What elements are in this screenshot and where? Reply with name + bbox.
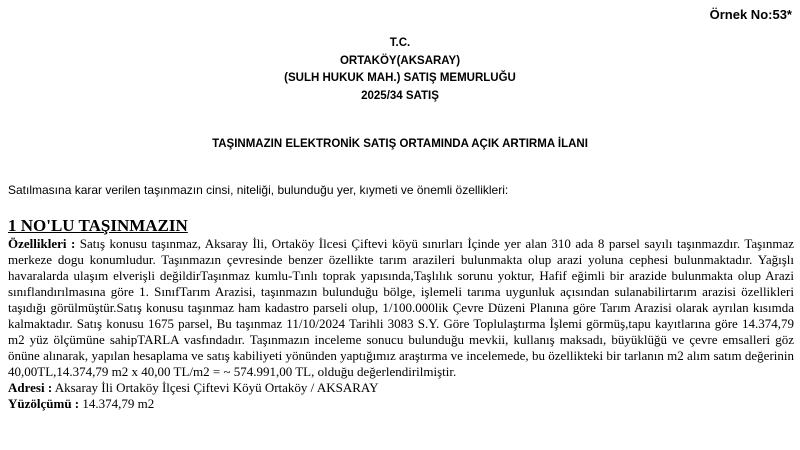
header-office: (SULH HUKUK MAH.) SATIŞ MEMURLUĞU bbox=[284, 72, 516, 84]
header-country: T.C. bbox=[389, 37, 411, 49]
sample-number: Örnek No:53* bbox=[709, 7, 792, 22]
features-label: Özellikleri : bbox=[8, 236, 76, 251]
address-text: Aksaray İli Ortaköy İlçesi Çiftevi Köyü Ortaköy / AKSARAY bbox=[52, 380, 379, 395]
area-text: 14.374,79 m2 bbox=[79, 396, 155, 411]
announcement-title: TAŞINMAZIN ELEKTRONİK SATIŞ ORTAMINDA AÇIK ARTIRMA İLANI bbox=[212, 138, 588, 150]
intro-text: Satılmasına karar verilen taşınmazın cinsi, niteliği, bulunduğu yer, kıymeti ve önemli özellikleri: bbox=[8, 183, 509, 197]
property-features bbox=[8, 236, 794, 380]
property-address bbox=[8, 380, 794, 396]
features-text: Satış konusu taşınmaz, Aksaray İli, Ortaköy İlcesi Çiftevi köyü sınırları İçinde yer alan 310 ada 8 parsel sayılı taşınmazdır. Taşınmaz merkeze dogu konumludur. Taşınmazın çevresinde benzer özellikte tarım arazileri bulunmakta olup arazi yoluna cephesi bulunmaktadır. Yağışlı havaralarda ulaşım elverişli değildirTaşınmaz kumlu-Tınlı toprak yapısında,Taşlılık sorunu yoktur, Hafif eğimli bir arazide bulunmakta olup Arazi sınıflandırılmasına göre 1. SınıfTarım Arazisi, taşınmazın bulunduğu bölge, işlemeli tarıma uygunluk açısından sulanabilirtarım arazisi özellikleri taşıdığı görülmüştür.Satış konusu taşınmaz ham kadastro parseli olup, 1/100.000lik Çevre Düzeni Planına göre Tarım Arazisi olarak ayrılan kısımda kalmaktadır. Satış konusu 1675 parsel, Bu taşınmaz 11/10/2024 Tarihli 3083 S.Y. Göre Toplulaştırma İşlemi görmüş,tapu kayıtlarına göre 14.374,79 m2 yüz ölçümüne sahipTARLA vasfındadır. Taşınmazın inceleme sonucu bulunduğu mevkii, kullanış maksadı, büyüklüğü ve çevre emsalleri göz önüne alınarak, yapılan hesaplama ve satış kabiliyeti yönünden yaptığımız araştırma ve incelemede, bu özellikteki bir tarlanın m2 alım satım değerinin 40,00TL,14.374,79 m2 x 40,00 TL/m2 = ~ 574.991,00 TL, olduğu değerlendirilmiştir. bbox=[8, 236, 794, 379]
header-case-number: 2025/34 SATIŞ bbox=[361, 89, 439, 102]
document-header bbox=[0, 35, 800, 105]
address-label: Adresi : bbox=[8, 380, 53, 395]
area-label: Yüzölçümü : bbox=[8, 396, 80, 411]
property-area bbox=[8, 396, 794, 412]
property-heading: 1 NO'LU TAŞINMAZIN bbox=[8, 216, 188, 235]
header-location: ORTAKÖY(AKSARAY) bbox=[339, 54, 461, 67]
property-section bbox=[8, 216, 794, 412]
